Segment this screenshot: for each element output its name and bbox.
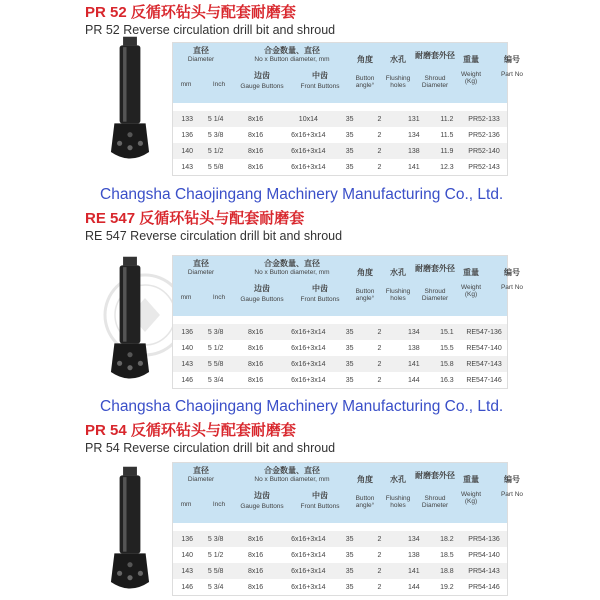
header-front-cn: 中齿 [312, 284, 328, 293]
header-shroud-en: Shroud Diameter [421, 75, 449, 90]
header-gauge-cn: 边齿 [254, 284, 270, 293]
table-cell: 8x16 [247, 583, 264, 591]
header-holes-cn: 水孔 [390, 475, 406, 484]
table-cell: 6x16+3x14 [291, 163, 326, 171]
table-cell: 138 [408, 147, 420, 155]
header-gauge-en: Gauge Buttons [240, 503, 284, 510]
table-cell: RE547-136 [466, 328, 502, 336]
header-diameter-cn: 直径 [193, 259, 209, 268]
table-cell: 6x16+3x14 [291, 551, 326, 559]
table-cell: 5 1/2 [207, 551, 224, 559]
table-cell: 143 [181, 360, 194, 368]
table-cell: PR52-140 [468, 147, 500, 155]
header-holes-en: Flushing holes [385, 288, 411, 303]
table-cell: 2 [377, 328, 382, 336]
table-cell: 138 [408, 551, 420, 559]
table-cell: 5 5/8 [207, 360, 224, 368]
table-header [173, 43, 524, 103]
section-title-en: PR 52 Reverse circulation drill bit and shroud [85, 23, 336, 37]
table-cell: 15.5 [440, 344, 454, 352]
table-cell: 2 [377, 535, 382, 543]
table-cell: RE547-140 [466, 344, 502, 352]
header-inch: Inch [212, 501, 226, 508]
header-shroud-cn: 耐磨套外径 [415, 264, 455, 273]
table-cell: 35 [345, 131, 354, 139]
table-cell: 134 [408, 535, 420, 543]
table-cell: 35 [345, 376, 354, 384]
spec-table [172, 462, 524, 596]
header-inch: Inch [212, 294, 226, 301]
header-buttons-cn: 合金数量、直径 [264, 46, 320, 55]
company-watermark-top: Changsha Chaojingang Machinery Manufacturing Co., Ltd. [100, 186, 504, 203]
table-row [173, 143, 507, 159]
table-cell: 5 3/8 [207, 535, 224, 543]
table-cell: PR54-143 [468, 567, 500, 575]
section-title-en: RE 547 Reverse circulation drill bit and shroud [85, 229, 343, 243]
header-diameter-cn: 直径 [193, 46, 209, 55]
header-weight-cn: 重量 [463, 55, 479, 64]
table-cell: 5 1/2 [207, 344, 224, 352]
header-angle-cn: 角度 [357, 475, 373, 484]
table-cell: 6x16+3x14 [291, 376, 326, 384]
table-cell: 2 [377, 551, 382, 559]
table-cell: 2 [377, 163, 382, 171]
table-cell: 35 [345, 344, 354, 352]
table-row [173, 563, 507, 579]
header-diameter-en: Diameter [187, 476, 215, 483]
table-cell: 146 [181, 583, 194, 591]
table-cell: 16.3 [440, 376, 454, 384]
header-angle-en: Button angle° [355, 495, 375, 510]
table-cell: 141 [408, 360, 420, 368]
header-gauge-cn: 边齿 [254, 71, 270, 80]
spec-table [172, 255, 524, 389]
table-cell: 35 [345, 360, 354, 368]
table-cell: 131 [408, 115, 420, 123]
table-row [173, 111, 507, 127]
table-cell: 35 [345, 551, 354, 559]
table-cell: 18.5 [440, 551, 454, 559]
table-cell: 146 [181, 376, 194, 384]
table-cell: PR54-140 [468, 551, 500, 559]
table-cell: 2 [377, 376, 382, 384]
table-cell: 6x16+3x14 [291, 147, 326, 155]
section-title-cn: RE 547 反循环钻头与配套耐磨套 [85, 210, 305, 227]
table-header [173, 256, 524, 316]
header-shroud-en: Shroud Diameter [421, 288, 449, 303]
table-cell: 8x16 [247, 131, 264, 139]
table-cell: 2 [377, 360, 382, 368]
header-front-en: Front Buttons [300, 503, 340, 510]
header-gauge-cn: 边齿 [254, 491, 270, 500]
table-cell: 6x16+3x14 [291, 567, 326, 575]
header-holes-cn: 水孔 [390, 55, 406, 64]
header-mm: mm [180, 501, 192, 508]
header-buttons-en: No x Button diameter, mm [254, 476, 330, 483]
table-cell: 8x16 [247, 535, 264, 543]
table-cell: 5 3/4 [207, 583, 224, 591]
table-cell: 144 [408, 583, 420, 591]
table-cell: 18.8 [440, 567, 454, 575]
table-cell: 6x16+3x14 [291, 583, 326, 591]
table-cell: 35 [345, 535, 354, 543]
table-cell: 141 [408, 163, 420, 171]
table-cell: 11.5 [440, 131, 454, 139]
table-cell: 2 [377, 131, 382, 139]
table-cell: PR52-136 [468, 131, 500, 139]
table-cell: 10x14 [298, 115, 318, 123]
table-cell: 141 [408, 567, 420, 575]
header-diameter-cn: 直径 [193, 466, 209, 475]
header-part-cn: 编号 [504, 475, 520, 484]
table-row [173, 547, 507, 563]
header-diameter-en: Diameter [187, 56, 215, 63]
table-cell: 6x16+3x14 [291, 131, 326, 139]
table-cell: 8x16 [247, 360, 264, 368]
table-cell: 35 [345, 567, 354, 575]
header-mm: mm [180, 81, 192, 88]
table-cell: 2 [377, 344, 382, 352]
table-cell: 15.1 [440, 328, 454, 336]
table-cell: PR54-146 [468, 583, 500, 591]
header-weight-cn: 重量 [463, 268, 479, 277]
header-front-cn: 中齿 [312, 491, 328, 500]
table-cell: 5 5/8 [207, 163, 224, 171]
table-cell: 6x16+3x14 [291, 328, 326, 336]
table-cell: 15.8 [440, 360, 454, 368]
table-cell: 138 [408, 344, 420, 352]
table-cell: 2 [377, 567, 382, 575]
header-diameter-en: Diameter [187, 269, 215, 276]
table-cell: 35 [345, 115, 354, 123]
header-weight-en: Weight (Kg) [460, 284, 482, 299]
header-front-en: Front Buttons [300, 83, 340, 90]
header-weight-en: Weight (Kg) [460, 71, 482, 86]
header-front-cn: 中齿 [312, 71, 328, 80]
header-buttons-cn: 合金数量、直径 [264, 466, 320, 475]
header-buttons-en: No x Button diameter, mm [254, 56, 330, 63]
section-title-en: PR 54 Reverse circulation drill bit and shroud [85, 441, 336, 455]
table-row [173, 372, 507, 388]
table-row [173, 159, 507, 175]
table-cell: 8x16 [247, 328, 264, 336]
table-cell: 35 [345, 147, 354, 155]
table-cell: RE547-143 [466, 360, 502, 368]
header-shroud-cn: 耐磨套外径 [415, 471, 455, 480]
header-holes-en: Flushing holes [385, 495, 411, 510]
table-cell: 136 [181, 535, 194, 543]
header-weight-cn: 重量 [463, 475, 479, 484]
table-cell: 2 [377, 115, 382, 123]
header-angle-cn: 角度 [357, 268, 373, 277]
header-weight-en: Weight (Kg) [460, 491, 482, 506]
table-cell: 8x16 [247, 115, 264, 123]
table-cell: 143 [181, 163, 194, 171]
table-cell: PR54-136 [468, 535, 500, 543]
header-angle-en: Button angle° [355, 75, 375, 90]
header-part-en: Part No [500, 491, 524, 498]
section-title-cn: PR 52 反循环钻头与配套耐磨套 [85, 4, 296, 21]
table-cell: 134 [408, 131, 420, 139]
table-cell: 5 3/4 [207, 376, 224, 384]
header-gauge-en: Gauge Buttons [240, 296, 284, 303]
table-cell: 8x16 [247, 551, 264, 559]
header-mm: mm [180, 294, 192, 301]
table-cell: 11.2 [440, 115, 454, 123]
table-cell: 8x16 [247, 344, 264, 352]
header-angle-cn: 角度 [357, 55, 373, 64]
table-header [173, 463, 524, 523]
header-holes-cn: 水孔 [390, 268, 406, 277]
drill-bit-image [100, 255, 160, 385]
table-row [173, 324, 507, 340]
table-cell: 5 3/8 [207, 131, 224, 139]
header-shroud-en: Shroud Diameter [421, 495, 449, 510]
table-cell: 5 1/2 [207, 147, 224, 155]
header-buttons-en: No x Button diameter, mm [254, 269, 330, 276]
section-title-cn: PR 54 反循环钻头与配套耐磨套 [85, 422, 296, 439]
header-inch: Inch [212, 81, 226, 88]
header-part-en: Part No [500, 71, 524, 78]
table-cell: 5 3/8 [207, 328, 224, 336]
header-shroud-cn: 耐磨套外径 [415, 51, 455, 60]
table-cell: 18.2 [440, 535, 454, 543]
header-buttons-cn: 合金数量、直径 [264, 259, 320, 268]
header-gauge-en: Gauge Buttons [240, 83, 284, 90]
spec-table [172, 42, 524, 176]
table-cell: 144 [408, 376, 420, 384]
header-front-en: Front Buttons [300, 296, 340, 303]
table-row [173, 356, 507, 372]
drill-bit-image [100, 35, 160, 165]
table-cell: 136 [181, 328, 194, 336]
table-cell: 35 [345, 583, 354, 591]
table-cell: 136 [181, 131, 194, 139]
table-cell: 8x16 [247, 163, 264, 171]
table-cell: 8x16 [247, 147, 264, 155]
table-cell: 12.3 [440, 163, 454, 171]
table-cell: PR52-133 [468, 115, 500, 123]
table-cell: 11.9 [440, 147, 454, 155]
company-watermark-bottom: Changsha Chaojingang Machinery Manufacturing Co., Ltd. [100, 398, 504, 415]
table-row [173, 579, 507, 595]
table-cell: 134 [408, 328, 420, 336]
table-cell: 133 [181, 115, 194, 123]
table-cell: 19.2 [440, 583, 454, 591]
table-cell: 35 [345, 328, 354, 336]
header-angle-en: Button angle° [355, 288, 375, 303]
table-cell: 8x16 [247, 567, 264, 575]
header-part-cn: 编号 [504, 55, 520, 64]
table-cell: 8x16 [247, 376, 264, 384]
header-holes-en: Flushing holes [385, 75, 411, 90]
table-row [173, 340, 507, 356]
table-row [173, 127, 507, 143]
table-cell: 35 [345, 163, 354, 171]
table-cell: 140 [181, 147, 194, 155]
table-cell: 6x16+3x14 [291, 360, 326, 368]
table-cell: 140 [181, 344, 194, 352]
table-cell: RE547-146 [466, 376, 502, 384]
header-part-cn: 编号 [504, 268, 520, 277]
table-cell: PR52-143 [468, 163, 500, 171]
table-cell: 143 [181, 567, 194, 575]
table-cell: 6x16+3x14 [291, 344, 326, 352]
table-cell: 2 [377, 583, 382, 591]
table-cell: 5 5/8 [207, 567, 224, 575]
table-cell: 140 [181, 551, 194, 559]
table-cell: 6x16+3x14 [291, 535, 326, 543]
table-row [173, 531, 507, 547]
drill-bit-image [100, 465, 160, 595]
header-part-en: Part No [500, 284, 524, 291]
table-cell: 2 [377, 147, 382, 155]
table-cell: 5 1/4 [207, 115, 224, 123]
